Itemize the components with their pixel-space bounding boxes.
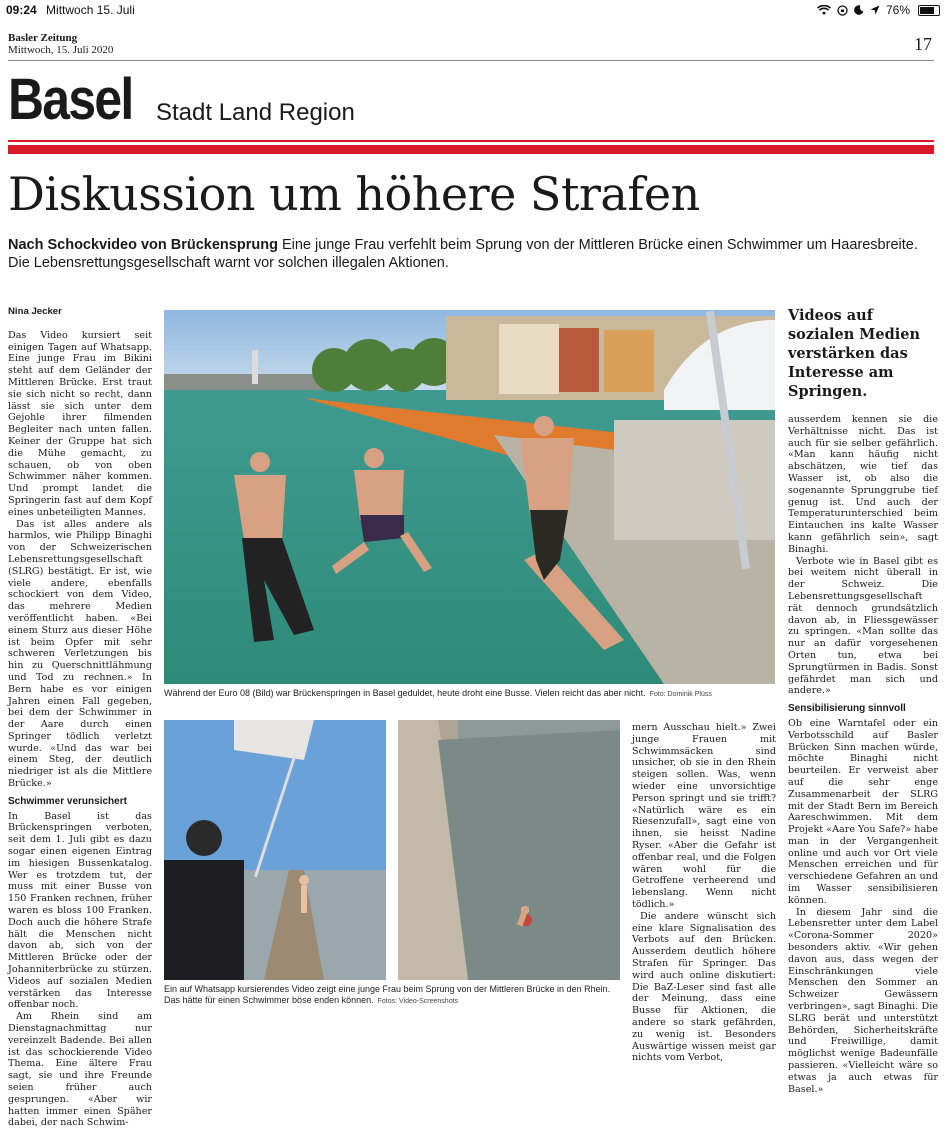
paragraph: Die andere wünscht sich eine klare Signalisation des Verbots auf den Brücken. Ausserdem deutlich höhere Strafen für Springer. Das wird auch online diskutiert: Die BaZ-Leser sind fast alle der Meinung, dass eine Busse für Aktionen, die andere so stark gefährden, zu wenig ist. Besonders Auswärtige wissen meist gar nichts vom Verbot,: [632, 910, 776, 1064]
status-time: 09:24: [6, 3, 37, 17]
paragraph: Ob eine Warntafel oder ein Verbotsschild auf Basler Brücken Sinn machen würde, möchte Binaghi nicht beurteilen. Er verweist aber auf die sehr enge Zusammenarbeit der SLRG mit der Stadt Bern im Bereich Aareschwimmen. Mit dem Projekt «Aare You Safe?» habe man in der Vergangenheit online und auch vor Ort viele Menschen erreichen und für verschiedene Gefahren an und im Wasser sensibilisieren können.: [788, 717, 938, 906]
wifi-icon: [817, 5, 831, 16]
battery-fill: [920, 7, 934, 14]
video-screenshot-2: [398, 720, 620, 980]
subheading: Sensibilisierung sinnvoll: [788, 703, 906, 715]
video-screenshot-2-illustration: [398, 720, 620, 980]
small-photos-credit: Fotos: Video-Screenshots: [377, 998, 459, 1005]
small-photos-caption-text: Ein auf Whatsapp kursierendes Video zeigt eine junge Frau beim Sprung von der Mittleren Brücke in den Rhein. Das hätte für einen Schwimmer böse enden können.: [164, 984, 611, 1005]
moon-icon: [854, 5, 864, 15]
main-photo-credit: Foto: Dominik Plüss: [649, 691, 712, 698]
location-icon: [870, 5, 880, 15]
battery-percent: 76%: [885, 3, 910, 17]
paragraph: Das Video kursiert seit einigen Tagen auf Whatsapp. Eine junge Frau im Bikini steht auf dem Geländer der Mittleren Brücke. Erst traut sie sich nicht so recht, dann lässt sie sich unter dem Gejohle ihrer filmenden Begleiter nach unten fallen. Keiner der Gruppe hat sich die Mühe gemacht, zu schauen, ob von oben Schwimmer näher kommen. Und prompt landet die Springerin fast auf dem Kopf eines unbeteiligten Mannes.: [8, 329, 152, 518]
paragraph: mern Ausschau hielt.» Zwei junge Frauen mit Schwimmsäcken sind unsicher, ob sie in den Rhein steigen sollen. Was, wenn wieder eine unvorsichtige Person springt und sie trifft? «Natürlich wäre es ein Riesenzufall», sagt eine von ihnen, sie heisst Nadine Ryser. «Aber die Gefahr ist offenbar real, und die Folgen wären wohl für die Getroffene verheerend und lebenslang. Wenn nicht tödlich.»: [632, 722, 776, 910]
battery-icon: [918, 5, 940, 16]
subheading: Schwimmer verunsichert: [8, 795, 127, 807]
ios-status-bar: [0, 0, 946, 20]
article-column-4: [788, 414, 938, 1095]
paragraph: Verbote wie in Basel gibt es bei weitem nicht überall in der Schweiz. Die Lebensrettungsgesellschaft rät dennoch grundsätzlich davon ab, in Fliessgewässer zu springen. «Man sollte das nur an dafür vorgesehenen Orten tun, etwa bei Sprungtürmen in Badis. Sonst gefährdet man sich und andere.»: [788, 555, 938, 697]
section-subtitle: Stadt Land Region: [156, 99, 355, 126]
article-lead: [8, 236, 928, 272]
screen-lock-icon: [837, 5, 848, 16]
paragraph: In diesem Jahr sind die Lebensretter unter dem Label «Corona-Sommer 2020» besonders aktiv. «Wir gehen davon aus, dass wegen der Einschränkungen viele Menschen den Sommer an Schweizer Gewässern verbringen», sagt Binaghi. Die SLRG berät und unterstützt Behörden, Sicherheitskräfte und Freiwillige, damit möglichst wenige Badeunfälle passieren. «Vielleicht wäre so etwas ja auch etwas für Basel.»: [788, 906, 938, 1095]
main-photo-illustration: [164, 310, 775, 684]
paragraph: Das ist alles andere als harmlos, wie Philipp Binaghi von der Schweizerischen Lebensrettungsgesellschaft (SLRG) bestätigt. Er ist, wie viele andere, ebenfalls schockiert von dem Video, das mehrere Medien veröffentlicht haben. «Bei einem Sturz aus dieser Höhe ist beim Opfer mit sehr schweren Verletzungen bis hin zu Querschnittlähmung und Tod zu rechnen.» In Bern habe es vor einigen Jahren einen Fall gegeben, bei dem der Schwimmer in der Aare durch einen Springer tödlich verletzt wurde. «Und das war bei einem Steg, der deutlich niedriger ist als die Mittlere Brücke.»: [8, 518, 152, 790]
main-photo-bridge-jumpers: [164, 310, 775, 684]
article-column-3: [632, 722, 776, 1064]
article-column-1: [8, 306, 152, 1129]
small-photos-caption: [164, 984, 620, 1007]
paragraph: Am Rhein sind am Dienstagnachmittag nur vereinzelt Badende. Bei allen ist das schockierende Video Thema. Eine ältere Frau sagt, sie und ihre Freunde seien früher auch gesprungen. «Aber wir hatten immer einen Späher dabei, der nach Schwim-: [8, 1011, 152, 1129]
paper-date: Mittwoch, 15. Juli 2020: [8, 44, 114, 56]
section-red-line: [8, 140, 934, 142]
status-date: Mittwoch 15. Juli: [46, 3, 135, 17]
section-header: [8, 67, 355, 132]
section-title: Basel: [8, 67, 133, 132]
status-right: [817, 3, 940, 17]
article-author: Nina Jecker: [8, 306, 62, 317]
article-kicker: Nach Schockvideo von Brückensprung: [8, 237, 278, 253]
header-rule: [8, 60, 934, 61]
paper-name: Basler Zeitung: [8, 32, 78, 44]
article-lead-text: Eine junge Frau verfehlt beim Sprung von der Mittleren Brücke einen Schwimmer um Haaresbreite. Die Lebensrettungsgesellschaft warnt vor solchen illegalen Aktionen.: [8, 237, 918, 271]
video-screenshot-1-illustration: [164, 720, 386, 980]
paragraph: In Basel ist das Brückenspringen verboten, seit dem 1. Juli gibt es dazu sogar einen eigenen Eintrag im hiesigen Bussenkatalog. Wer es trotzdem tut, der muss mit einer Busse von 150 Franken rechnen, früher waren es bloss 100 Franken. Doch auch die höhere Strafe hält die Menschen nicht davon ab, sich von der Mittleren Brücke oder der Johanniterbrücke zu stürzen. Videos auf sozialen Medien verstärken das Interesse offenbar noch.: [8, 810, 152, 1011]
main-photo-caption-text: Während der Euro 08 (Bild) war Brückenspringen in Basel geduldet, heute droht eine Busse. Vielen reicht das aber nicht.: [164, 688, 646, 698]
video-screenshot-1: [164, 720, 386, 980]
main-photo-caption: [164, 688, 775, 700]
paragraph: ausserdem kennen sie die Verhältnisse nicht. Das ist auch für sie selber gefährlich. «Man kann häufig nicht abschätzen, wie tief das Wasser ist, ob also die sogenannte Sprunggrube tief genug ist. Und auch der Temperaturunterschied beim Eintauchen ins kalte Wasser kann gefährlich sein», sagt Binaghi.: [788, 414, 938, 555]
paper-header: [8, 32, 113, 56]
pull-quote-box: Videos auf sozialen Medien verstärken das Interesse am Springen.: [788, 307, 920, 400]
section-red-bar: [8, 145, 934, 154]
article-headline: Diskussion um höhere Strafen: [8, 167, 700, 221]
page-number: 17: [914, 34, 932, 54]
status-left: [6, 3, 135, 17]
